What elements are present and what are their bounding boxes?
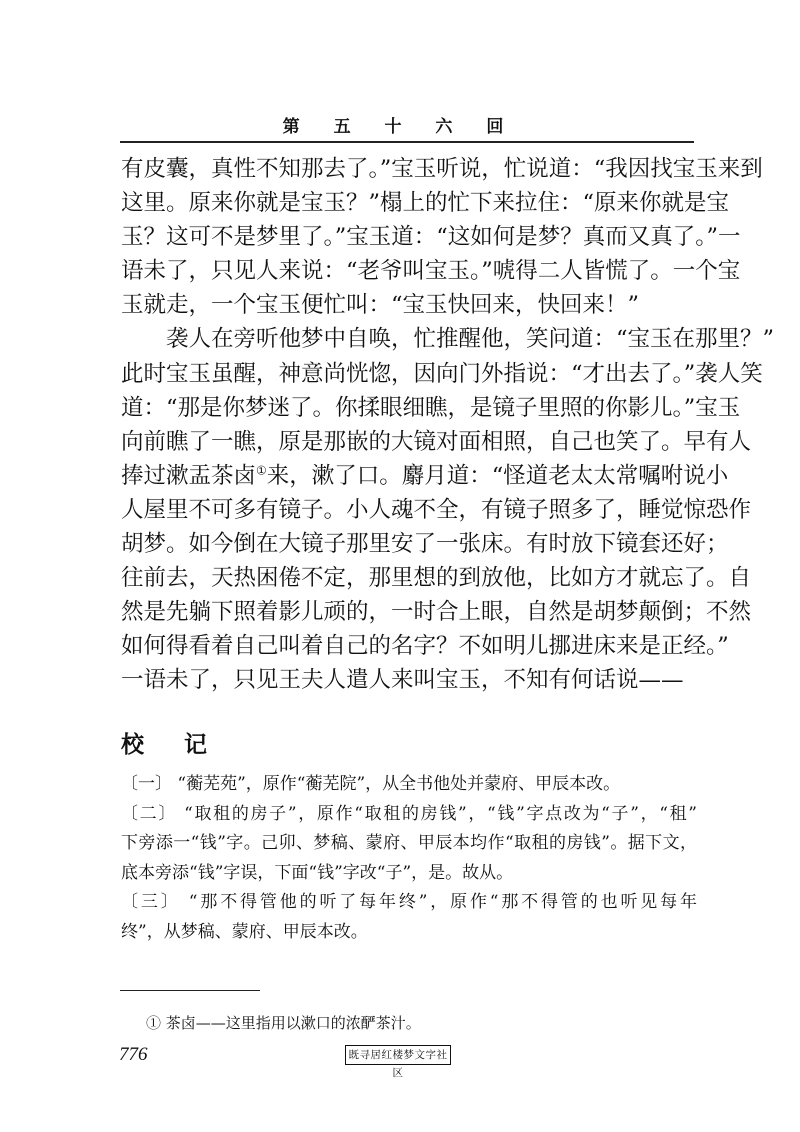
text-line bbox=[121, 459, 729, 493]
footnote: ① 茶卤——这里指用以漱口的浓酽茶汁。 bbox=[146, 1014, 421, 1032]
text-line: 道：“那是你梦迷了。你揉眼细瞧，是镜子里照的你影儿。”宝玉 bbox=[121, 394, 741, 421]
text-line: 然是先躺下照着影儿顽的，一时合上眼，自然是胡梦颠倒；不然 bbox=[121, 599, 752, 626]
text-line: 人屋里不可多有镜子。小人魂不全，有镜子照多了，睡觉惊恐作 bbox=[121, 496, 752, 523]
text-line: 有皮囊，真性不知那去了。”宝玉听说，忙说道：“我因找宝玉来到 bbox=[121, 156, 763, 182]
text-line: 胡梦。如今倒在大镜子那里安了一张床。有时放下镜套还好； bbox=[121, 531, 729, 558]
note-line: 〔三〕 “那不得管他的听了每年终”，原作“那不得管的也听见每年 bbox=[121, 892, 697, 912]
note-line: 底本旁添“钱”字误，下面“钱”字改“子”，是。故从。 bbox=[121, 862, 514, 883]
watermark-stamp: 既寻居红楼梦文字社区 bbox=[345, 1045, 451, 1065]
text-line: 如何得看着自己叫着自己的名字？不如明儿挪进床来是正经。” bbox=[121, 633, 729, 660]
text-segment: 捧过漱盂茶卤 bbox=[121, 462, 257, 489]
text-line: 往前去，天热困倦不定，那里想的到放他，比如方才就忘了。自 bbox=[121, 565, 752, 592]
section-heading: 校记 bbox=[121, 731, 247, 758]
text-line: 袭人在旁听他梦中自唤，忙推醒他，笑问道：“宝玉在那里？” bbox=[121, 326, 775, 353]
note-line: 〔二〕 “取租的房子”，原作“取租的房钱”，“钱”字点改为“子”，“租” bbox=[121, 803, 697, 824]
note-line: 下旁添一“钱”字。己卯、梦稿、蒙府、甲辰本均作“取租的房钱”。据下文， bbox=[121, 833, 697, 853]
note-line: 〔一〕 “蘅芜苑”，原作“蘅芜院”，从全书他处并蒙府、甲辰本改。 bbox=[121, 774, 621, 794]
text-line: 此时宝玉虽醒，神意尚恍惚，因向门外指说：“才出去了。”袭人笑 bbox=[121, 360, 763, 387]
text-line: 这里。原来你就是宝玉？”榻上的忙下来拉住：“原来你就是宝 bbox=[121, 190, 730, 217]
text-line: 玉就走，一个宝玉便忙叫：“宝玉快回来，快回来！” bbox=[121, 292, 640, 319]
note-line: 终”，从梦稿、蒙府、甲辰本改。 bbox=[121, 921, 368, 942]
footnote-marker: ① bbox=[256, 463, 267, 478]
text-line: 向前瞧了一瞧，原是那嵌的大镜对面相照，自己也笑了。早有人 bbox=[121, 428, 752, 455]
chapter-title: 第 五 十 六 回 bbox=[282, 117, 518, 137]
collation-notes bbox=[121, 770, 697, 947]
footnote-rule bbox=[120, 990, 260, 991]
text-segment: 来，漱了口。麝月道：“怪道老太太常嘱咐说小 bbox=[266, 462, 729, 489]
main-text bbox=[121, 152, 775, 698]
header-rule bbox=[120, 141, 694, 143]
text-line: 语未了，只见人来说：“老爷叫宝玉。”唬得二人皆慌了。一个宝 bbox=[121, 258, 741, 285]
text-line: 一语未了，只见王夫人遣人来叫宝玉，不知有何话说—— bbox=[121, 667, 684, 694]
page-number: 776 bbox=[119, 1044, 148, 1065]
text-line: 玉？这可不是梦里了。”宝玉道：“这如何是梦？真而又真了。”一 bbox=[121, 224, 741, 251]
